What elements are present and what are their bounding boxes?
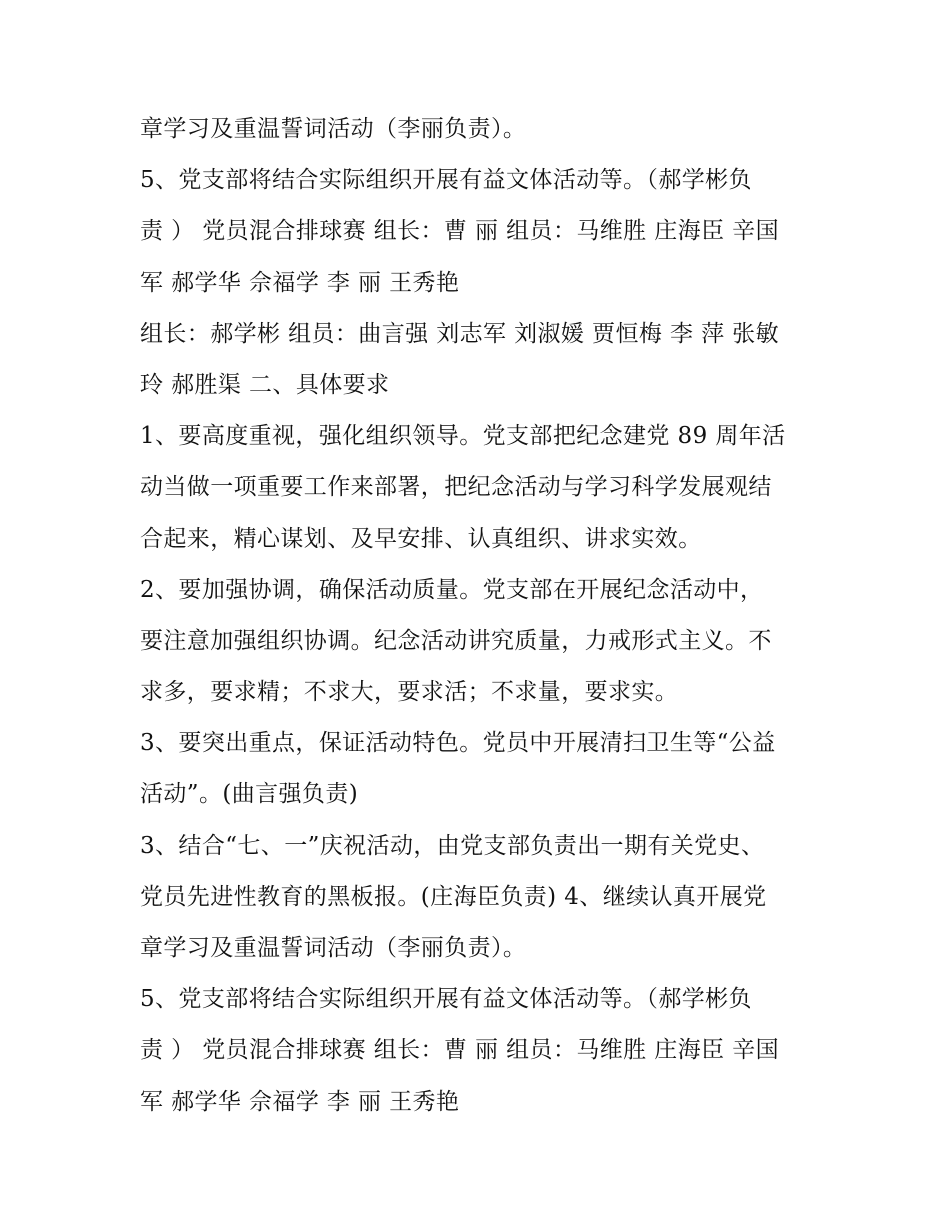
text-line: 章学习及重温誓词活动（李丽负责）。 xyxy=(140,116,527,142)
text-line: 3、要突出重点，保证活动特色。党员中开展清扫卫生等“公益 xyxy=(140,730,776,757)
text-line: 求多，要求精；不求大，要求活；不求量，要求实。 xyxy=(140,679,679,706)
text-line: 党员先进性教育的黑板报。(庄海臣负责) 4、继续认真开展党 xyxy=(140,883,767,910)
document-body xyxy=(140,104,820,1128)
text-line: 责 ） 党员混合排球赛 组长：曹 丽 组员：马维胜 庄海臣 辛国 xyxy=(140,1037,779,1064)
text-line: 2、要加强协调，确保活动质量。党支部在开展纪念活动中， xyxy=(140,576,764,603)
text-line: 1、要高度重视，强化组织领导。党支部把纪念建党 89 周年活 xyxy=(140,423,786,450)
text-line: 5、党支部将结合实际组织开展有益文体活动等。（郝学彬负 xyxy=(140,167,752,194)
text-line: 5、党支部将结合实际组织开展有益文体活动等。（郝学彬负 xyxy=(140,986,752,1013)
text-line: 玲 郝胜渠 二、具体要求 xyxy=(140,371,390,398)
text-line: 军 郝学华 佘福学 李 丽 王秀艳 xyxy=(140,1088,460,1115)
text-line: 军 郝学华 佘福学 李 丽 王秀艳 xyxy=(140,269,460,296)
text-line: 动当做一项重要工作来部署，把纪念活动与学习科学发展观结 xyxy=(140,474,772,501)
text-line: 章学习及重温誓词活动（李丽负责）。 xyxy=(140,935,527,961)
text-line: 合起来，精心谋划、及早安排、认真组织、讲求实效。 xyxy=(140,525,702,552)
text-line: 要注意加强组织协调。纪念活动讲究质量，力戒形式主义。不 xyxy=(140,627,772,654)
text-line: 组长：郝学彬 组员：曲言强 刘志军 刘淑媛 贾恒梅 李 萍 张敏 xyxy=(140,320,779,347)
text-line: 活动”。(曲言强负责) xyxy=(140,781,359,808)
text-line: 3、结合“七、一”庆祝活动，由党支部负责出一期有关党史、 xyxy=(140,832,765,859)
text-line: 责 ） 党员混合排球赛 组长：曹 丽 组员：马维胜 庄海臣 辛国 xyxy=(140,218,779,245)
